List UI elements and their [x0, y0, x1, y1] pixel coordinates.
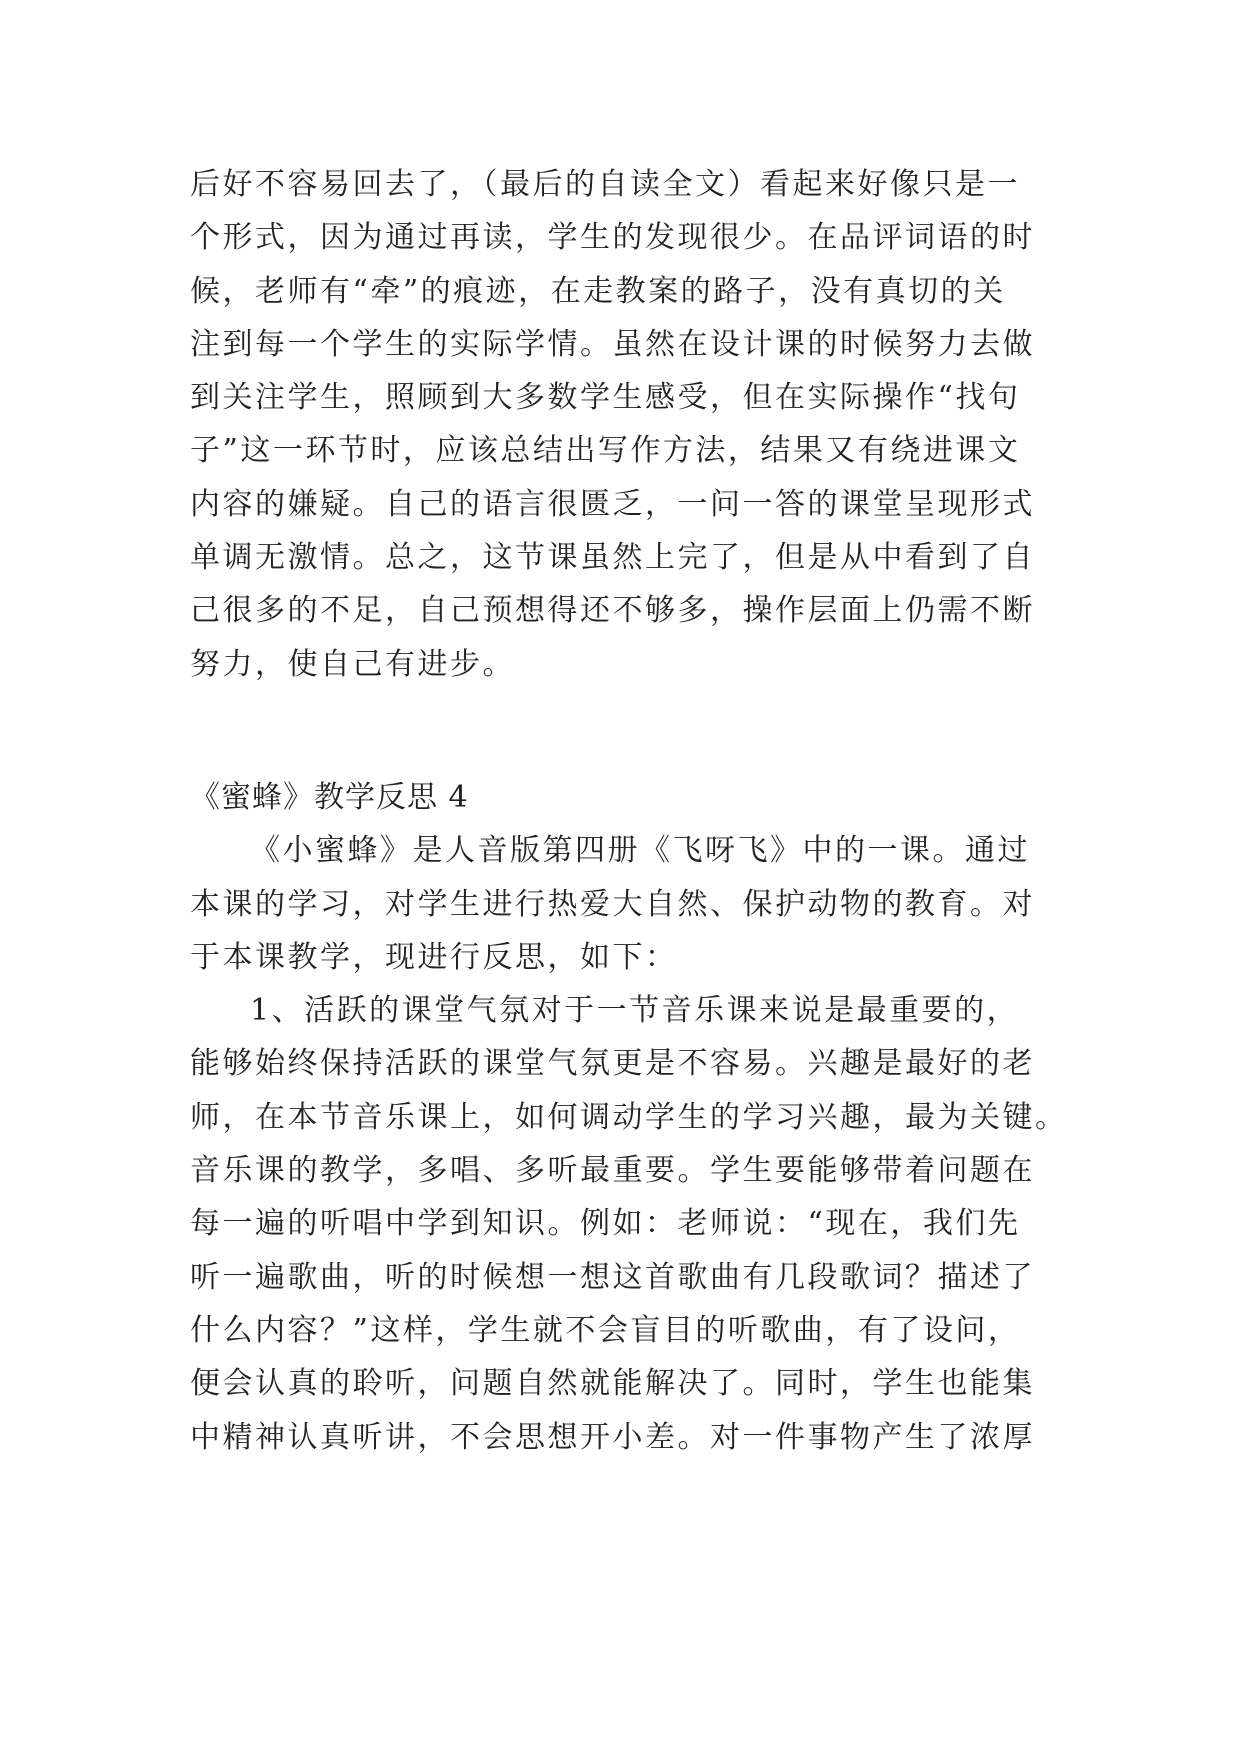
- text-line: 于本课教学，现进行反思，如下：: [190, 939, 678, 975]
- text-line: 什么内容？”这样，学生就不会盲目的听歌曲，有了设问，: [190, 1312, 1021, 1348]
- section-spacer: [190, 691, 1070, 771]
- text-line: 努力，使自己有进步。: [190, 646, 515, 682]
- text-line: 《小蜜蜂》是人音版第四册《飞呀飞》中的一课。通过: [250, 833, 1030, 869]
- paragraph-1: [190, 158, 1070, 691]
- text-line: 候，老师有“牵”的痕迹，在走教案的路子，没有真切的关: [190, 273, 1006, 309]
- text-line: 每一遍的听唱中学到知识。例如：老师说：“现在，我们先: [190, 1206, 1021, 1242]
- text-line: 子”这一环节时，应该总结出写作方法，结果又有绕进课文: [190, 433, 1021, 469]
- text-line: 注到每一个学生的实际学情。虽然在设计课的时候努力去做: [190, 326, 1035, 362]
- text-line: 能够始终保持活跃的课堂气氛更是不容易。兴趣是最好的老: [190, 1046, 1035, 1082]
- text-line: 内容的嫌疑。自己的语言很匮乏，一问一答的课堂呈现形式: [190, 486, 1035, 522]
- text-line: 音乐课的教学，多唱、多听最重要。学生要能够带着问题在: [190, 1153, 1035, 1189]
- text-line: 单调无激情。总之，这节课虽然上完了，但是从中看到了自: [190, 540, 1035, 576]
- text-line: 己很多的不足，自己预想得还不够多，操作层面上仍需不断: [190, 593, 1035, 629]
- text-line: 本课的学习，对学生进行热爱大自然、保护动物的教育。对: [190, 886, 1035, 922]
- document-body: [190, 158, 1070, 1464]
- text-line: 师，在本节音乐课上，如何调动学生的学习兴趣，最为关键。: [190, 1099, 1068, 1135]
- text-line: 到关注学生，照顾到大多数学生感受，但在实际操作“找句: [190, 380, 1021, 416]
- text-line: 便会认真的聆听，问题自然就能解决了。同时，学生也能集: [190, 1366, 1035, 1402]
- text-line: 1、活跃的课堂气氛对于一节音乐课来说是最重要的，: [250, 993, 1020, 1029]
- text-line: 中精神认真听讲，不会思想开小差。对一件事物产生了浓厚: [190, 1419, 1035, 1455]
- text-line: 听一遍歌曲，听的时候想一想这首歌曲有几段歌词？描述了: [190, 1259, 1035, 1295]
- text-line: 个形式，因为通过再读，学生的发现很少。在品评词语的时: [190, 220, 1035, 256]
- paragraph-2: [190, 824, 1070, 984]
- text-line: 后好不容易回去了，（最后的自读全文）看起来好像只是一: [190, 167, 1020, 202]
- section-title: 《蜜蜂》教学反思 4: [190, 779, 469, 815]
- paragraph-3: [190, 984, 1070, 1464]
